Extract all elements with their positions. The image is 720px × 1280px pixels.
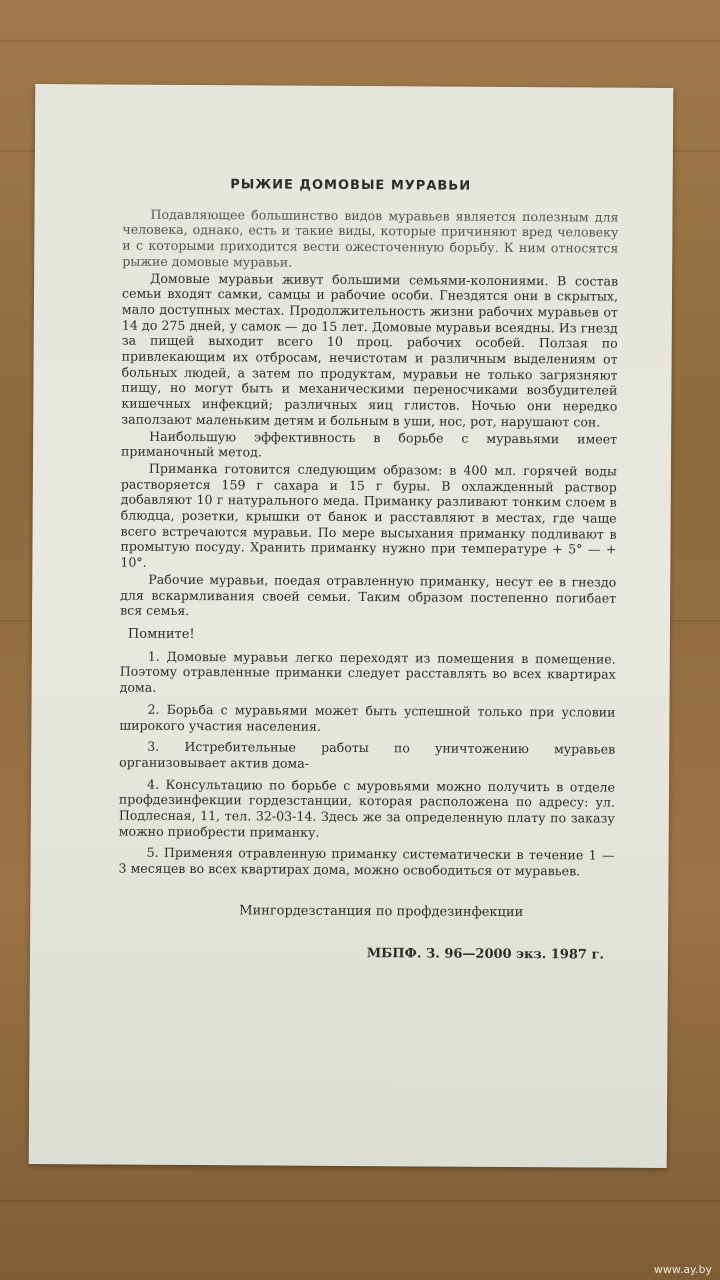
paragraph-method: Наибольшую эффективность в борьбе с муравьями имеет приманочный метод. bbox=[121, 428, 618, 460]
paragraph-recipe: Приманка готовится следующим образом: в 400 мл. горячей воды растворяется 159 г сахара и 15 г буры. В охлажденный раствор добавляют 10 г натурального меда. Приманку разливают тонким слоем в блюдца, розетки, крышки от банок и расставляют в местах, где чаще всего встречаются муравьи. По мере высыхания приманку подливают в промытую посуду. Хранить приманку нужно при температуре + 5° — + 10°. bbox=[120, 460, 617, 570]
site-watermark: www.ay.by bbox=[653, 1263, 712, 1276]
print-imprint: МБПФ. З. 96—2000 экз. 1987 г. bbox=[366, 945, 605, 963]
advice-list bbox=[118, 648, 615, 879]
list-item: 5. Применяя отравленную приманку систематически в течение 1 — 3 месяцев во всех квартирах дома, можно освободиться от муравьев. bbox=[118, 845, 615, 879]
list-item: 1. Домовые муравьи легко переходят из помещения в помещение. Поэтому отравленные приманки следует расставлять во всех квартирах дома. bbox=[119, 648, 616, 695]
document-body bbox=[118, 177, 619, 963]
list-item: 2. Борьба с муравьями может быть успешной только при условии широкого участия населения. bbox=[119, 701, 616, 734]
list-item: 4. Консультацию по борьбе с муровьями можно получить в отделе профдезинфекции гордезстанции, которая расположена по адресу: ул. Подлесная, 11, тел. 32-03-14. Здесь же за определенную плату по заказу можно приобрести приманку. bbox=[118, 776, 616, 840]
paragraph-colonies: Домовые муравьи живут большими семьями-колониями. В состав семьи входят самки, самцы и рабочие особи. Гнездятся они в скрытых, мало доступных местах. Продолжительность жизни рабочих муравьев от 14 до 275 дней, у самок — до 15 лет. Домовые муравьи всеядны. Из гнезд за пищей выходит всего 10 проц. рабочих особей. Ползая по привлекающим их отбросам, нечистотам и различным выделениям от больных людей, а затем по продуктам, муравьи не только загрязняют пищу, но могут быть и механическими переносчиками возбудителей кишечных инфекций; различных яиц глистов. Ночью они нередко заползают маленьким детям и больным в уши, нос, рот, нарушают сон. bbox=[121, 270, 619, 430]
paragraph-intro: Подавляющее большинство видов муравьев является полезным для человека, однако, есть и такие виды, которые причиняют вред человеку и с которыми приходится вести ожесточенную борьбу. К ним относятся рыжие домовые муравьи. bbox=[122, 206, 619, 270]
remember-heading: Помните! bbox=[127, 626, 195, 643]
signature: Мингордезстанция по профдезинфекции bbox=[239, 903, 524, 920]
document-sheet bbox=[29, 84, 674, 1168]
list-item: 3. Истребительные работы по уничтожению муравьев организовывает актив дома- bbox=[119, 738, 616, 771]
paragraph-effect: Рабочие муравьи, поедая отравленную приманку, несут ее в гнездо для вскармливания своей семьи. Таким образом постепенно погибает вся семья. bbox=[120, 571, 617, 619]
document-title: РЫЖИЕ ДОМОВЫЕ МУРАВЬИ bbox=[230, 177, 472, 194]
